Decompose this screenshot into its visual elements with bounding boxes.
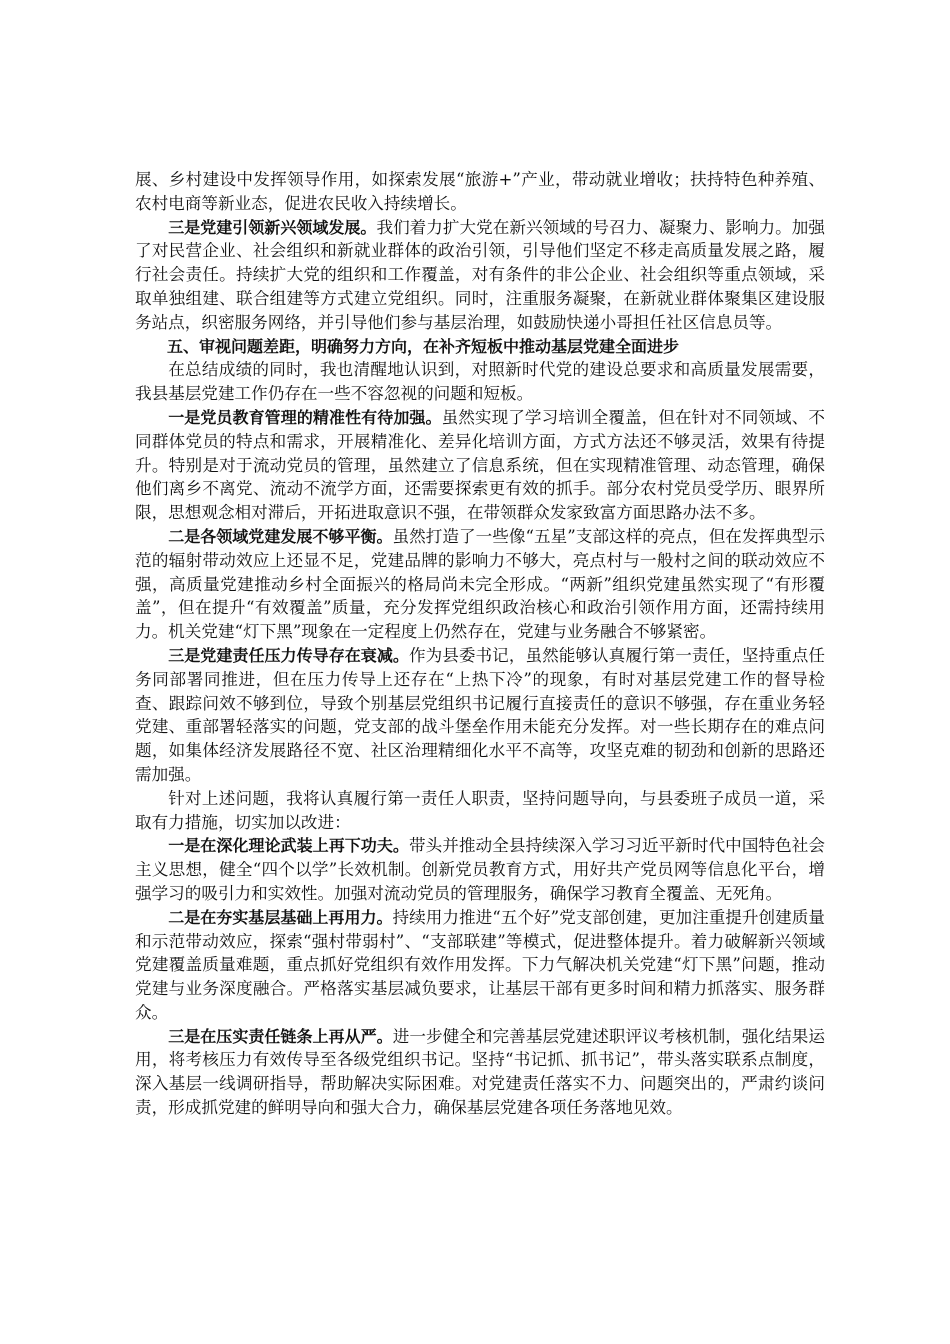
paragraph-continuation: 展、乡村建设中发挥领导作用，如探索发展“旅游+”产业，带动就业增收；扶持特色种养殖、农村电商等新业态，促进农民收入持续增长。 [135,170,825,213]
paragraph-lead: 二是各领域党建发展不够平衡。 [168,526,393,546]
paragraph-lead: 三是党建责任压力传导存在衰减。 [168,645,409,665]
paragraph-intro-problems: 在总结成绩的同时，我也清醒地认识到，对照新时代党的建设总要求和高质量发展需要，我县基层党建工作仍存在一些不容忽视的问题和短板。 [135,360,825,404]
paragraph-measure-3: 三是在压实责任链条上再从严。进一步健全和完善基层党建述职评议考核机制，强化结果运用，将考核压力有效传导至各级党组织书记。坚持“书记抓、抓书记”，带头落实联系点制度，深入基层一线调研指导，帮助解决实际困难。对党建责任落实不力、问题突出的，严肃约谈问责，形成抓党建的鲜明导向和强大合力，确保基层党建各项任务落地见效。 [135,1026,825,1118]
paragraph-problem-3: 三是党建责任压力传导存在衰减。作为县委书记，虽然能够认真履行第一责任，坚持重点任务同部署同推进，但在压力传导上还存在“上热下冷”的现象，有时对基层党建工作的督导检查、跟踪问效不够到位，导致个别基层党组织书记履行直接责任的意识不够强，存在重业务轻党建、重部署轻落实的问题，党支部的战斗堡垒作用未能充分发挥。对一些长期存在的难点问题，如集体经济发展路径不宽、社区治理精细化水平不高等，攻坚克难的韧劲和创新的思路还需加强。 [135,645,825,784]
paragraph-emerging-fields: 三是党建引领新兴领域发展。我们着力扩大党在新兴领域的号召力、凝聚力、影响力。加强了对民营企业、社会组织和新就业群体的政治引领，引导他们坚定不移走高质量发展之路，履行社会责任。持续扩大党的组织和工作覆盖，对有条件的非公企业、社会组织等重点领域，采取单独组建、联合组建等方式建立党组织。同时，注重服务凝聚，在新就业群体聚集区建设服务站点，织密服务网络，并引导他们参与基层治理，如鼓励快递小哥担任社区信息员等。 [135,217,825,332]
paragraph-measure-1: 一是在深化理论武装上再下功夫。带头并推动全县持续深入学习习近平新时代中国特色社会主义思想，健全“四个以学”长效机制。创新党员教育方式，用好共产党员网等信息化平台，增强学习的吸引力和实效性。加强对流动党员的管理服务，确保学习教育全覆盖、无死角。 [135,836,825,903]
document-body [135,168,825,1120]
paragraph-problem-2: 二是各领域党建发展不够平衡。虽然打造了一些像“五星”支部这样的亮点，但在发挥典型示范的辐射带动效应上还显不足，党建品牌的影响力不够大，亮点村与一般村之间的联动效应不强，高质量党建推动乡村全面振兴的格局尚未完全形成。“两新”组织党建虽然实现了“有形覆盖”，但在提升“有效覆盖”质量，充分发挥党组织政治核心和政治引领作用方面，还需持续用力。机关党建“灯下黑”现象在一定程度上仍然存在，党建与业务融合不够紧密。 [135,526,825,642]
paragraph-lead: 一是在深化理论武装上再下功夫。 [168,836,409,856]
paragraph-lead: 二是在夯实基层基础上再用力。 [168,907,393,927]
paragraph-lead: 三是在压实责任链条上再从严。 [168,1026,393,1046]
paragraph-lead: 三是党建引领新兴领域发展。 [168,217,377,237]
paragraph-measure-2: 二是在夯实基层基础上再用力。持续用力推进“五个好”党支部创建，更加注重提升创建质量和示范带动效应，探索“强村带弱村”、“支部联建”等模式，促进整体提升。着力破解新兴领域党建覆盖质量难题，重点抓好党组织有效作用发挥。下力气解决机关党建“灯下黑”问题，推动党建与业务深度融合。严格落实基层减负要求，让基层干部有更多时间和精力抓落实、服务群众。 [135,907,825,1022]
paragraph-intro-measures: 针对上述问题，我将认真履行第一责任人职责，坚持问题导向，与县委班子成员一道，采取有力措施，切实加以改进： [135,788,825,832]
section-heading: 五、审视问题差距，明确努力方向，在补齐短板中推动基层党建全面进步 [167,336,680,356]
paragraph-problem-1: 一是党员教育管理的精准性有待加强。虽然实现了学习培训全覆盖，但在针对不同领域、不同群体党员的特点和需求，开展精准化、差异化培训方面，方式方法还不够灵活，效果有待提升。特别是对于流动党员的管理，虽然建立了信息系统，但在实现精准管理、动态管理，确保他们离乡不离党、流动不流学方面，还需要探索更有效的抓手。部分农村党员受学历、眼界所限，思想观念相对滞后，开拓进取意识不强，在带领群众发家致富方面思路办法不多。 [135,407,825,523]
paragraph-lead: 一是党员教育管理的精准性有待加强。 [168,407,442,427]
